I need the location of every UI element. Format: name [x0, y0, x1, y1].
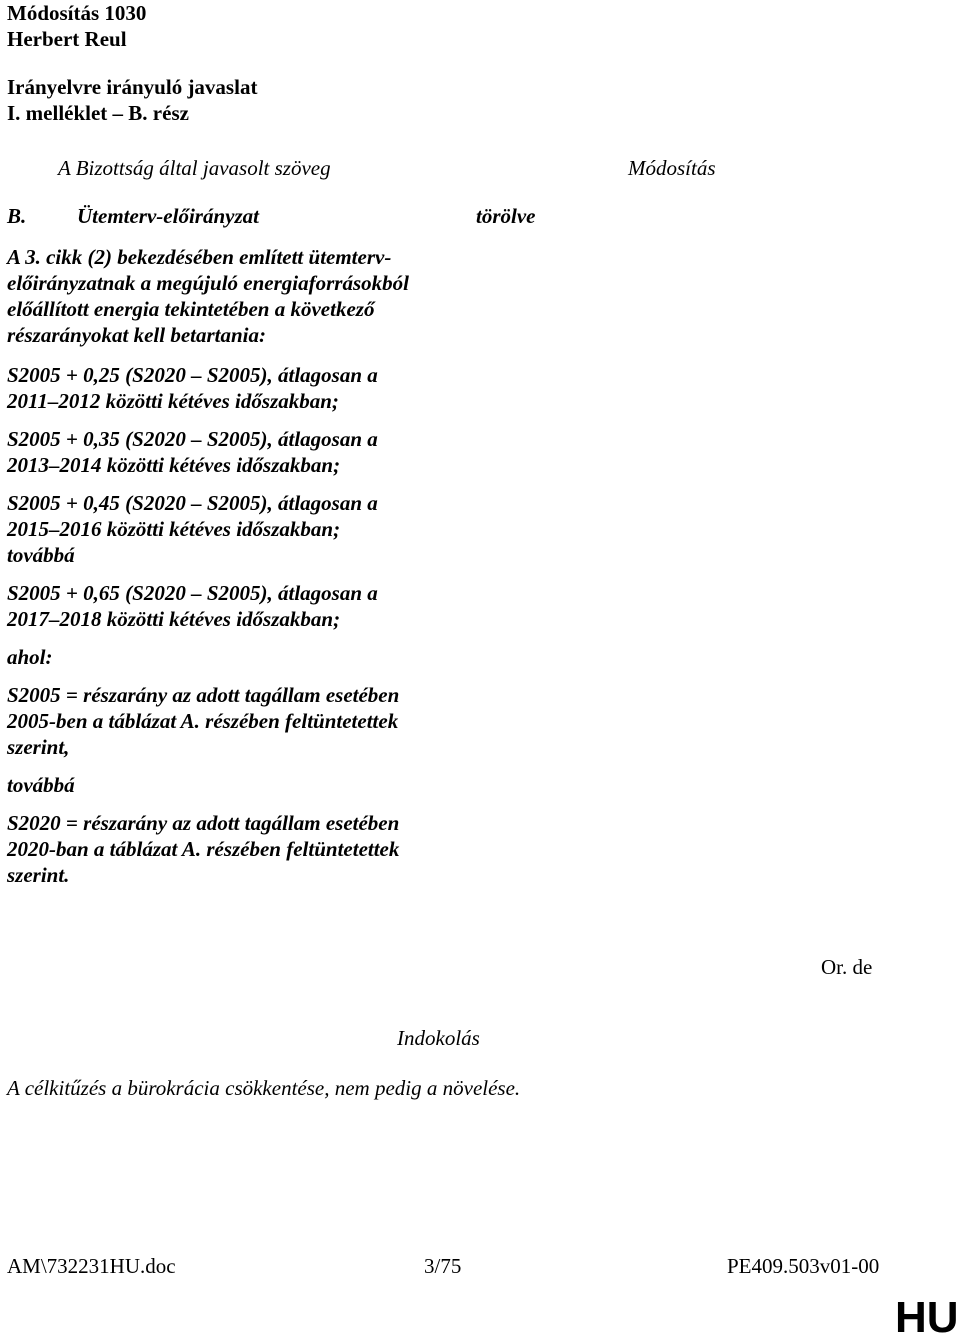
annex-reference: I. melléklet – B. rész — [7, 101, 189, 125]
footer-page-number: 3/75 — [424, 1254, 462, 1278]
footer-reference: PE409.503v01-00 — [727, 1254, 880, 1278]
amendment-heading: Módosítás — [628, 156, 716, 180]
footer-file-name: AM\732231HU.doc — [7, 1254, 176, 1278]
formula-2013-2014: S2005 + 0,35 (S2020 – S2005), átlagosan a 2013–2014 közötti kétéves időszakban; — [7, 427, 378, 477]
formula-2017-2018: S2005 + 0,65 (S2020 – S2005), átlagosan a 2017–2018 közötti kétéves időszakban; — [7, 581, 378, 631]
section-title: Ütemterv-előirányzat — [77, 204, 259, 228]
definition-s2005: S2005 = részarány az adott tagállam esetében 2005-ben a táblázat A. részében feltüntetettek szerint, — [7, 683, 400, 759]
formula-2015-2016: S2005 + 0,45 (S2020 – S2005), átlagosan a 2015–2016 közötti kétéves időszakban; — [7, 491, 378, 541]
original-language: Or. de — [821, 955, 873, 979]
definition-s2020: S2020 = részarány az adott tagállam esetében 2020-ban a táblázat A. részében feltüntetettek szerint. — [7, 811, 400, 887]
where-label: ahol: — [7, 645, 53, 669]
justification-text: A célkitűzés a bürokrácia csökkentése, nem pedig a növelése. — [7, 1076, 521, 1100]
proposal-title: Irányelvre irányuló javaslat — [7, 75, 258, 99]
justification-heading: Indokolás — [397, 1026, 480, 1050]
deleted-marker: törölve — [476, 204, 536, 228]
amendment-author: Herbert Reul — [7, 27, 127, 51]
amendment-number: Módosítás 1030 — [7, 1, 147, 25]
commission-text-heading: A Bizottság által javasolt szöveg — [58, 156, 331, 180]
section-letter: B. — [7, 204, 27, 228]
formula-2011-2012: S2005 + 0,25 (S2020 – S2005), átlagosan a 2011–2012 közötti kétéves időszakban; — [7, 363, 378, 413]
formula-connector: továbbá — [7, 543, 75, 567]
commission-text-body — [7, 244, 437, 888]
language-code: HU — [895, 1293, 959, 1342]
intro-paragraph: A 3. cikk (2) bekezdésében említett ütemterv-előirányzatnak a megújuló energiaforrásokból előállított energia tekintetében a következő részarányokat kell betartania: — [7, 245, 409, 347]
definition-connector: továbbá — [7, 773, 75, 797]
